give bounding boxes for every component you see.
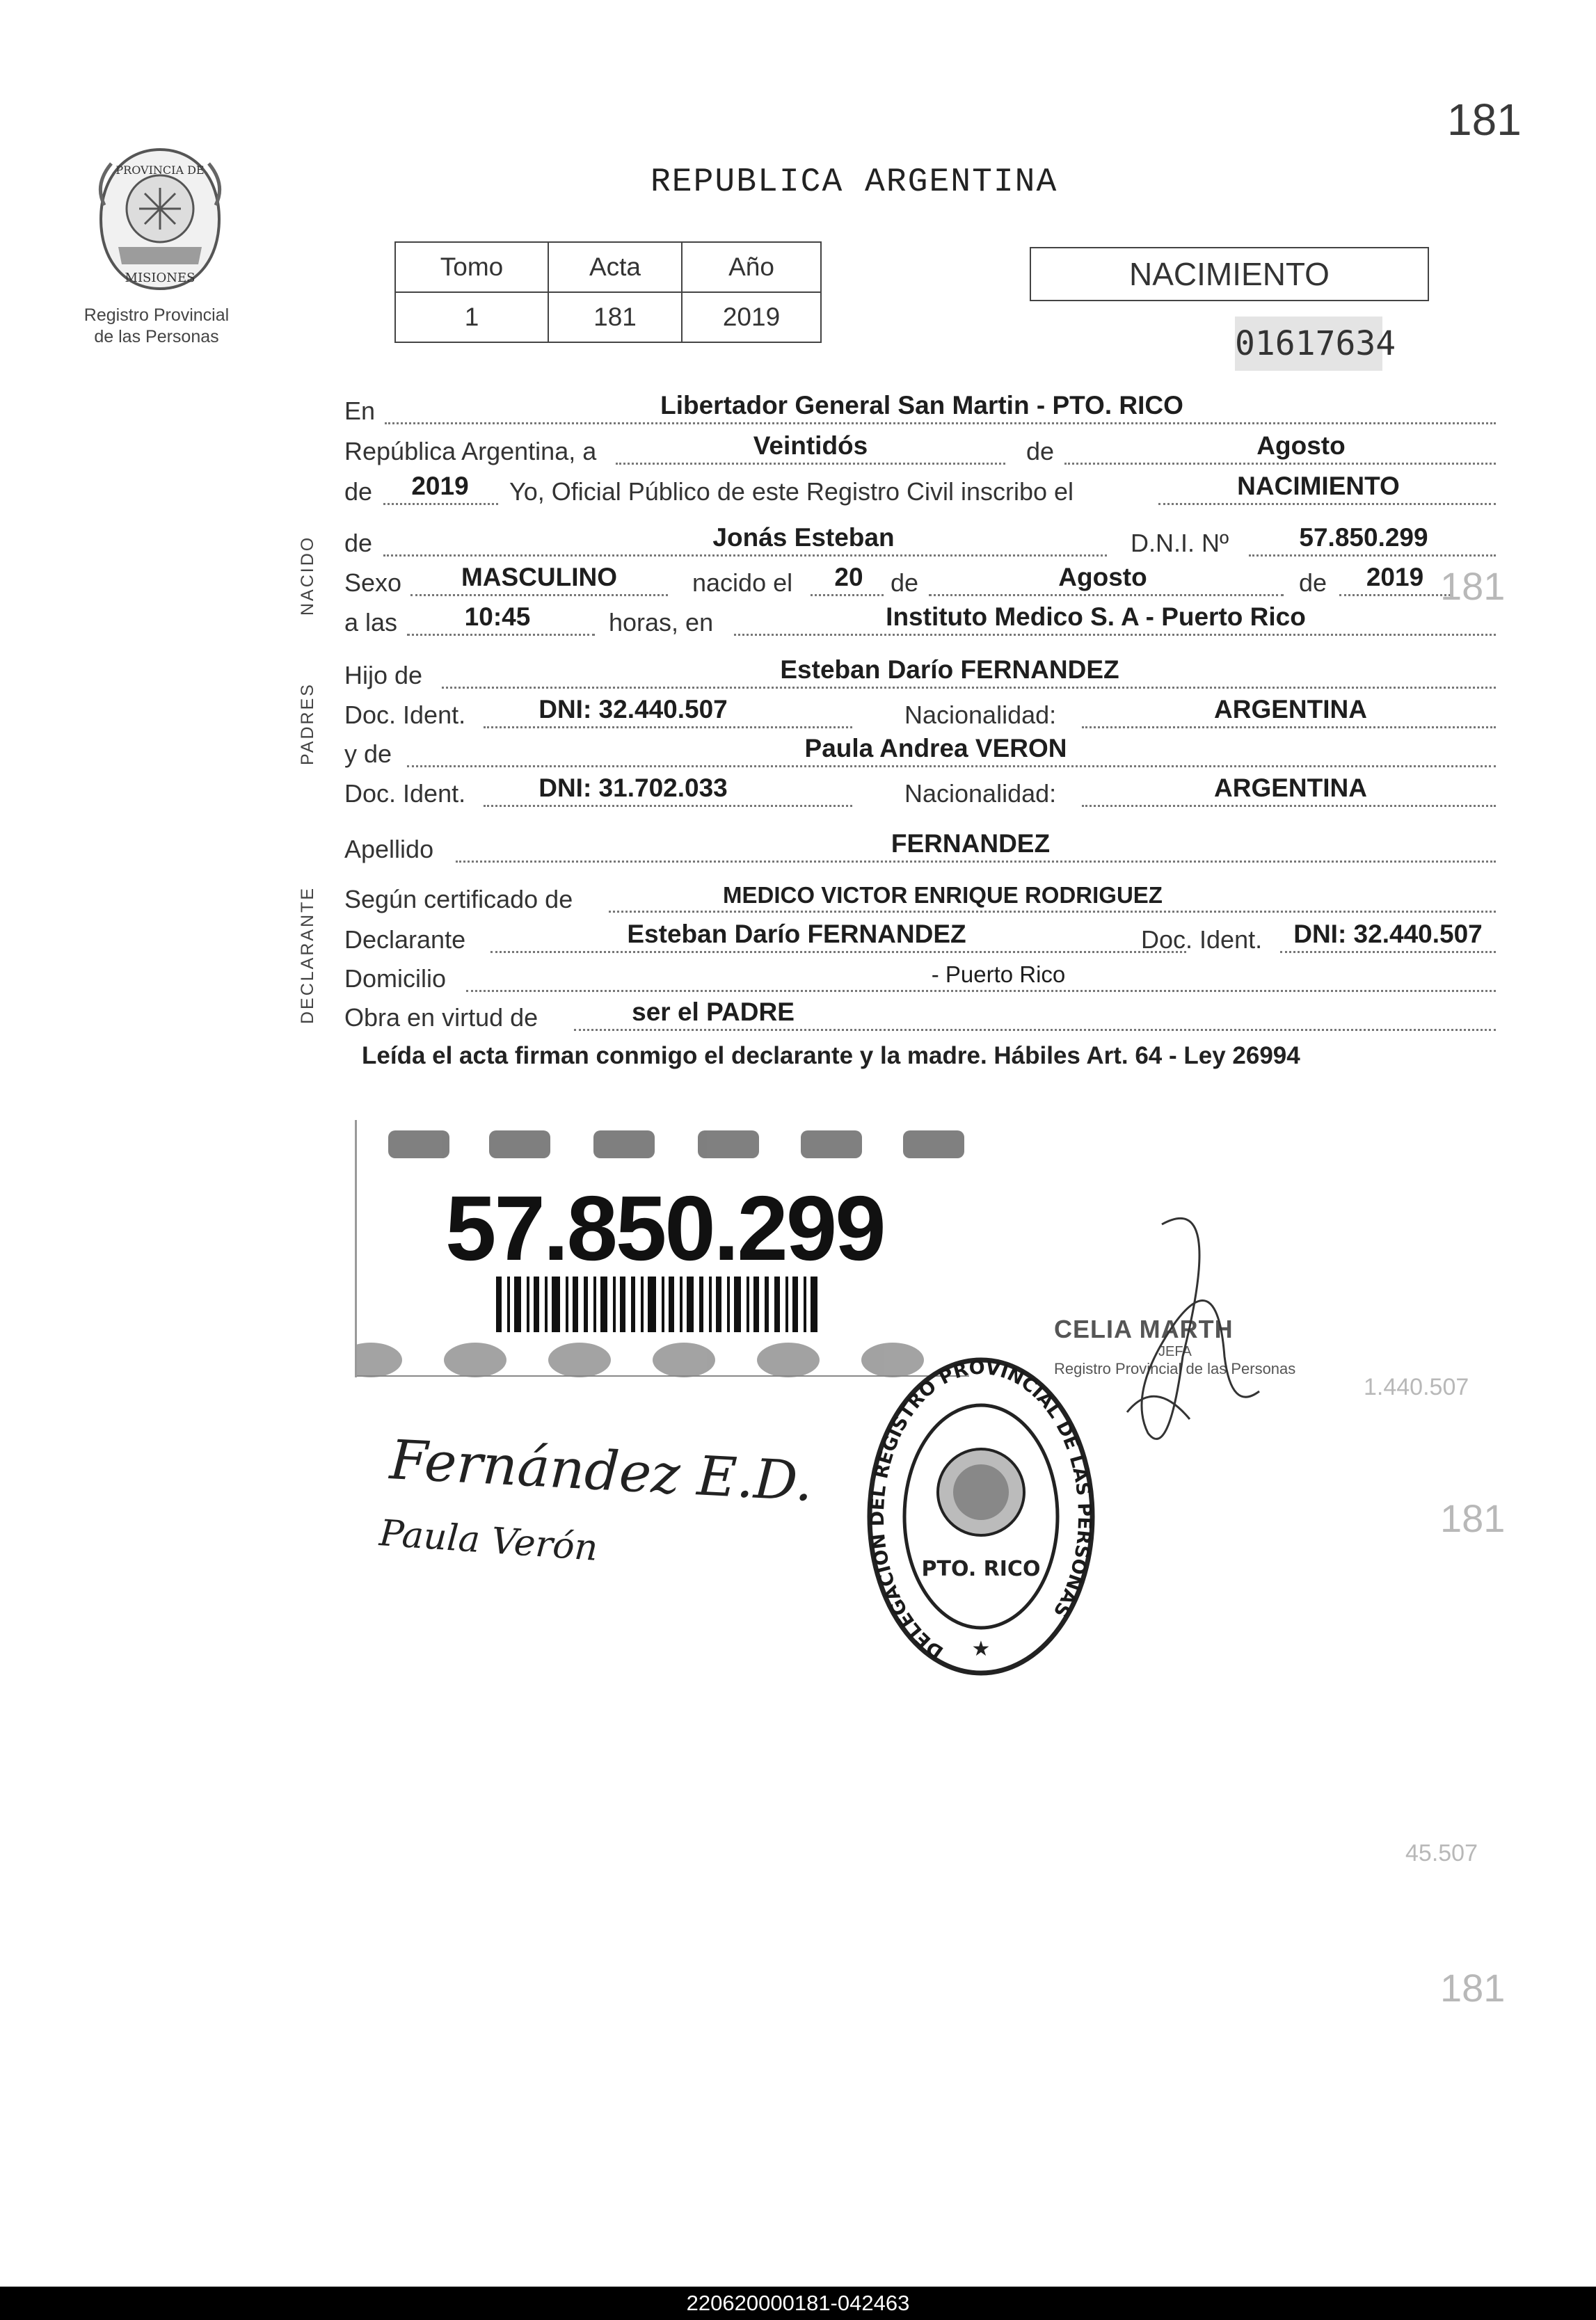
header-tomo: Tomo bbox=[395, 242, 548, 292]
dotted-line bbox=[490, 951, 1186, 953]
label-nacionalidad: Nacionalidad: bbox=[904, 701, 1057, 729]
svg-text:PROVINCIA DE: PROVINCIA DE bbox=[115, 163, 205, 177]
dotted-line bbox=[466, 990, 1496, 992]
country-title: REPUBLICA ARGENTINA bbox=[651, 163, 1058, 201]
field-year: 2019 bbox=[411, 472, 469, 500]
field-father-nationality: ARGENTINA bbox=[1214, 695, 1367, 723]
ghost-mark: 45.507 bbox=[1405, 1840, 1478, 1866]
dotted-line bbox=[811, 594, 884, 596]
act-type-box: NACIMIENTO bbox=[1030, 247, 1429, 301]
label-doc-ident: Doc. Ident. bbox=[344, 701, 466, 729]
dotted-line bbox=[929, 594, 1284, 596]
field-certificate: MEDICO VICTOR ENRIQUE RODRIGUEZ bbox=[723, 882, 1163, 908]
ghost-mark: 181 bbox=[1440, 564, 1506, 608]
label-domicilio: Domicilio bbox=[344, 964, 447, 993]
dotted-line bbox=[385, 422, 1496, 424]
label-sexo: Sexo bbox=[344, 568, 402, 597]
svg-text:PTO. RICO: PTO. RICO bbox=[921, 1557, 1041, 1581]
footer-id-bar: 220620000181-042463 bbox=[0, 2287, 1596, 2320]
seal-caption-line-1: Registro Provincial bbox=[83, 305, 230, 325]
star-icon: ★ bbox=[971, 1638, 991, 1661]
row-mother-doc bbox=[344, 772, 1496, 811]
field-day: Veintidós bbox=[753, 431, 868, 460]
dotted-line bbox=[1082, 805, 1496, 807]
label-hijo: Hijo de bbox=[344, 661, 423, 689]
dotted-line bbox=[407, 634, 595, 636]
dotted-line bbox=[383, 554, 1107, 557]
field-capacity: ser el PADRE bbox=[632, 998, 795, 1026]
svg-text:MISIONES: MISIONES bbox=[125, 271, 195, 285]
row-date bbox=[344, 430, 1496, 469]
dotted-line bbox=[1249, 554, 1496, 557]
header-ano: Año bbox=[682, 242, 821, 292]
official-signature bbox=[1085, 1183, 1266, 1544]
field-mother-name: Paula Andrea VERON bbox=[804, 734, 1067, 762]
label-yo: Yo, Oficial Público de este Registro Civil inscribo el bbox=[509, 477, 1074, 506]
label-de: de bbox=[1299, 568, 1327, 597]
row-place bbox=[344, 390, 1496, 429]
field-birth-month: Agosto bbox=[1058, 563, 1147, 591]
field-declarant: Esteban Darío FERNANDEZ bbox=[627, 920, 966, 948]
row-declarant bbox=[344, 918, 1496, 957]
dotted-line bbox=[484, 805, 852, 807]
field-month: Agosto bbox=[1256, 431, 1346, 460]
field-birth-place: Instituto Medico S. A - Puerto Rico bbox=[886, 602, 1306, 631]
field-mother-doc: DNI: 31.702.033 bbox=[538, 774, 728, 802]
value-acta: 181 bbox=[548, 292, 682, 342]
label-doc-ident: Doc. Ident. bbox=[1141, 925, 1263, 954]
header-acta: Acta bbox=[548, 242, 682, 292]
field-place: Libertador General San Martin - PTO. RICO bbox=[660, 391, 1183, 419]
dotted-line bbox=[734, 634, 1496, 636]
row-birth-place bbox=[344, 601, 1496, 640]
row-child-name bbox=[344, 522, 1496, 561]
row-domicile bbox=[344, 957, 1496, 996]
row-certificate bbox=[344, 878, 1496, 917]
field-domicile: - Puerto Rico bbox=[931, 961, 1066, 987]
seal-caption bbox=[66, 305, 247, 348]
label-a-las: a las bbox=[344, 608, 398, 637]
field-father-name: Esteban Darío FERNANDEZ bbox=[780, 655, 1119, 684]
dotted-line bbox=[383, 503, 498, 505]
field-sex: MASCULINO bbox=[461, 563, 618, 591]
value-tomo: 1 bbox=[395, 292, 548, 342]
field-birth-day: 20 bbox=[834, 563, 863, 591]
dotted-line bbox=[1280, 951, 1496, 953]
dotted-line bbox=[574, 1029, 1496, 1031]
dotted-line bbox=[1082, 726, 1496, 728]
label-horas: horas, en bbox=[609, 608, 714, 637]
register-table-header bbox=[395, 242, 821, 292]
label-de: de bbox=[891, 568, 919, 597]
label-declarante: Declarante bbox=[344, 925, 466, 954]
label-apellido: Apellido bbox=[344, 835, 434, 863]
official-name: CELIA MARTH bbox=[1054, 1315, 1234, 1343]
row-year bbox=[344, 470, 1496, 509]
register-table bbox=[394, 241, 822, 343]
ghost-mark: 181 bbox=[1440, 1966, 1506, 2010]
row-surname bbox=[344, 828, 1496, 867]
label-dni: D.N.I. Nº bbox=[1131, 529, 1229, 557]
dotted-line bbox=[1064, 463, 1496, 465]
closing-text: Leída el acta firman conmigo el declarante y la madre. Hábiles Art. 64 - Ley 26994 bbox=[362, 1042, 1300, 1069]
seal-caption-line-2: de las Personas bbox=[94, 327, 219, 346]
row-capacity bbox=[344, 996, 1496, 1035]
side-label-declarante: DECLARANTE bbox=[298, 886, 317, 1024]
side-label-padres: PADRES bbox=[298, 682, 317, 765]
ghost-mark: 1.440.507 bbox=[1364, 1374, 1469, 1400]
svg-text:DELEGACION DEL REGISTRO PROVIN: DELEGACION DEL REGISTRO PROVINCIAL DE LAS PERSONAS bbox=[866, 1357, 1096, 1663]
field-child-name: Jonás Esteban bbox=[712, 523, 895, 552]
field-birth-year: 2019 bbox=[1366, 563, 1424, 591]
dotted-line bbox=[456, 861, 1496, 863]
serial-number: 01617634 bbox=[1235, 317, 1382, 371]
dotted-line bbox=[1158, 503, 1496, 505]
label-doc-ident: Doc. Ident. bbox=[344, 779, 466, 808]
value-ano: 2019 bbox=[682, 292, 821, 342]
dotted-line bbox=[407, 765, 1496, 767]
dotted-line bbox=[442, 687, 1496, 689]
page-number: 181 bbox=[1447, 95, 1522, 145]
label-obra: Obra en virtud de bbox=[344, 1003, 538, 1032]
label-en: En bbox=[344, 397, 376, 425]
label-de: de bbox=[344, 477, 373, 506]
ghost-mark: 181 bbox=[1440, 1496, 1506, 1540]
field-father-doc: DNI: 32.440.507 bbox=[538, 695, 728, 723]
mother-signature: Paula Verón bbox=[378, 1512, 600, 1569]
delegation-stamp bbox=[863, 1353, 1099, 1680]
row-father bbox=[344, 654, 1496, 693]
field-child-dni: 57.850.299 bbox=[1299, 523, 1428, 552]
field-surname: FERNANDEZ bbox=[891, 829, 1051, 858]
label-y-de: y de bbox=[344, 739, 392, 768]
field-record-type: NACIMIENTO bbox=[1237, 472, 1400, 500]
register-table-values bbox=[395, 292, 821, 342]
label-de: de bbox=[344, 529, 373, 557]
side-label-nacido: NACIDO bbox=[298, 535, 317, 616]
label-nacido: nacido el bbox=[692, 568, 793, 597]
field-declarant-doc: DNI: 32.440.507 bbox=[1293, 920, 1483, 948]
field-mother-nationality: ARGENTINA bbox=[1214, 774, 1367, 802]
label-segun: Según certificado de bbox=[344, 885, 573, 913]
label-nacionalidad: Nacionalidad: bbox=[904, 779, 1057, 808]
dotted-line bbox=[484, 726, 852, 728]
row-birth-date bbox=[344, 561, 1496, 600]
dotted-line bbox=[1339, 594, 1451, 596]
label-republica: República Argentina, a bbox=[344, 437, 597, 465]
provincial-seal bbox=[90, 143, 230, 296]
father-signature: Fernández E.D. bbox=[388, 1429, 815, 1514]
field-birth-time: 10:45 bbox=[464, 602, 531, 631]
official-title: JEFA bbox=[1158, 1344, 1192, 1359]
row-father-doc bbox=[344, 694, 1496, 733]
barcode-number: 57.850.299 bbox=[445, 1177, 884, 1279]
label-de: de bbox=[1026, 437, 1055, 465]
dotted-line bbox=[609, 911, 1496, 913]
dotted-line bbox=[410, 594, 668, 596]
dotted-line bbox=[616, 463, 1005, 465]
official-office: Registro Provincial de las Personas bbox=[1054, 1360, 1296, 1377]
row-mother bbox=[344, 733, 1496, 771]
